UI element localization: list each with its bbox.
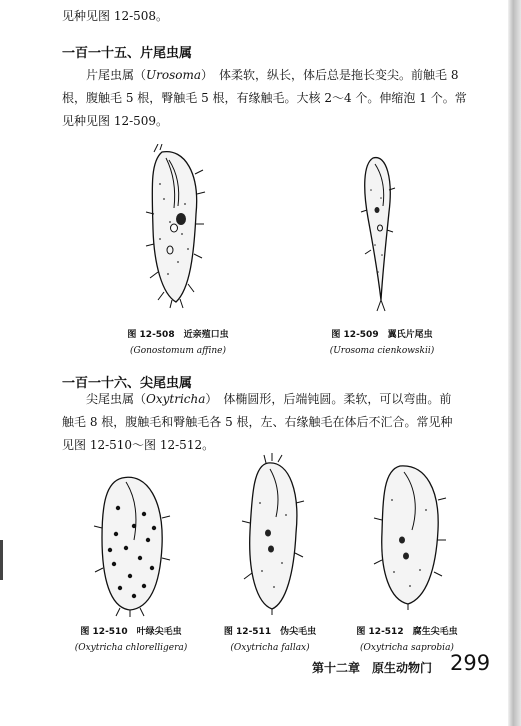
- figure-12-510-illustration: [90, 468, 180, 618]
- genus-name-cn: 片尾虫属（: [86, 68, 147, 82]
- genus-name-latin: Oxytricha: [146, 392, 206, 406]
- figure-12-508-caption: 图 12-508 近亲殖口虫: [127, 330, 229, 340]
- figure-12-512-latin-name: (Oxytricha saprobia): [360, 643, 454, 653]
- figure-12-509-illustration: [355, 150, 405, 312]
- figure-12-509-latin-name: (Urosoma cienkowskii): [329, 346, 435, 356]
- figure-12-511-illustration: [238, 453, 308, 615]
- figure-12-510-caption: 图 12-510 叶绿尖毛虫: [80, 627, 182, 637]
- figure-12-512-caption: 图 12-512 腐生尖毛虫: [356, 627, 458, 637]
- paragraph-text: 触毛 8 根，腹触毛和臀触毛各 5 根，左、右缘触毛在体后不汇合。常见种: [62, 415, 453, 429]
- paragraph-text: ） 体柔软，纵长，体后总是拖长变尖。前触毛 8: [201, 68, 459, 82]
- figure-12-509-caption: 图 12-509 翼氏片尾虫: [331, 330, 433, 340]
- scan-edge-shadow: [508, 0, 521, 726]
- top-continuation-line: 见种见图 12-508。: [62, 9, 169, 23]
- section-115-paragraph: [62, 64, 478, 133]
- figure-12-511-caption: 图 12-511 伪尖毛虫: [223, 627, 317, 637]
- figure-12-510-latin-name: (Oxytricha chlorelligera): [74, 643, 188, 653]
- footer-chapter-title: 第十二章 原生动物门: [312, 661, 433, 675]
- page-number: 299: [450, 651, 491, 675]
- section-heading-116: 一百一十六、尖尾虫属: [62, 376, 193, 391]
- figure-12-511-latin-name: (Oxytricha fallax): [230, 643, 310, 653]
- paragraph-text: 见种见图 12-509。: [62, 114, 169, 128]
- paragraph-text: 见图 12-510～图 12-512。: [62, 438, 215, 452]
- paragraph-text: 根，腹触毛 5 根，臀触毛 5 根，有缘触毛。大核 2～4 个。伸缩泡 1 个。常: [62, 91, 467, 105]
- figure-12-512-illustration: [370, 460, 450, 610]
- figure-12-508-latin-name: (Gonostomum affine): [130, 346, 226, 356]
- genus-name-cn: 尖尾虫属（: [86, 392, 147, 406]
- figure-12-508-illustration: [140, 144, 210, 309]
- paragraph-text: ） 体椭圆形，后端钝圆。柔软，可以弯曲。前: [205, 392, 452, 406]
- genus-name-latin: Urosoma: [146, 68, 202, 82]
- section-116-paragraph: [62, 388, 478, 457]
- scan-binding-mark: [0, 540, 3, 580]
- section-heading-115: 一百一十五、片尾虫属: [62, 46, 193, 61]
